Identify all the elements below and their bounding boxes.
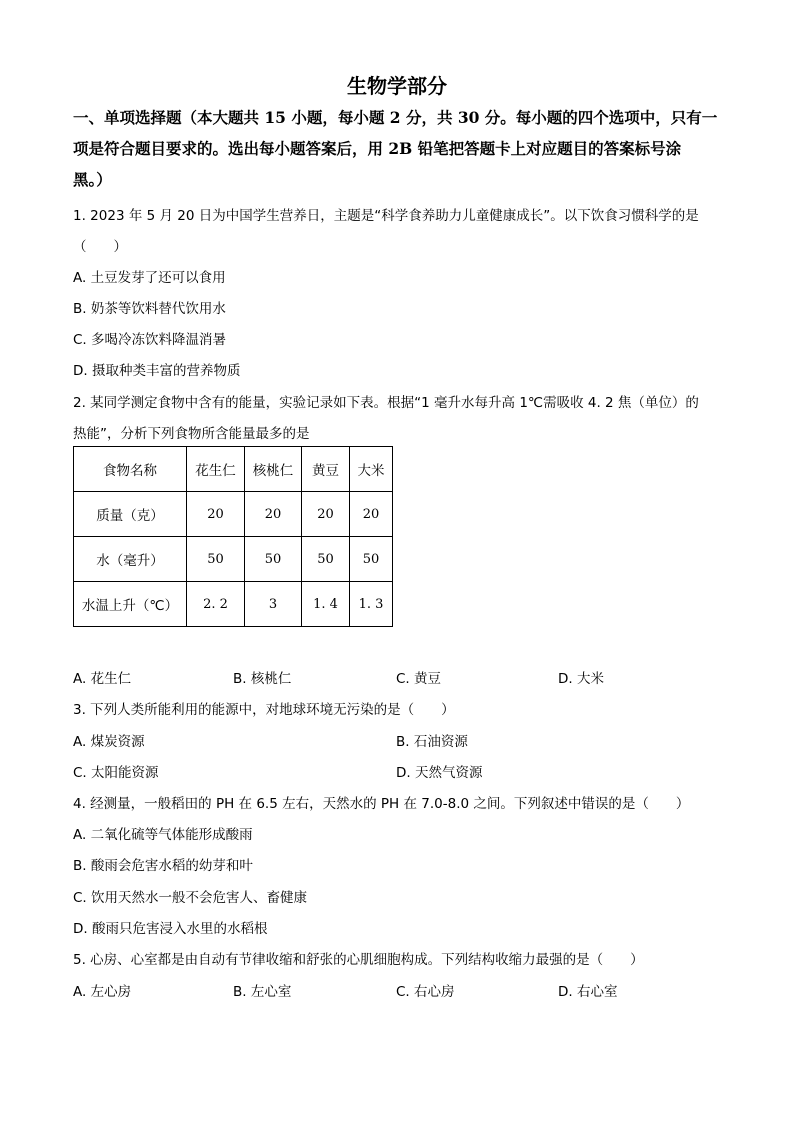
q2-option-b: B. 核桃仁 [233, 671, 292, 687]
table-cell: 50 [302, 537, 350, 582]
q1-option-a: A. 土豆发芽了还可以食用 [73, 270, 226, 286]
q2-stem-line-2: 热能”，分析下列食物所含能量最多的是 [73, 426, 310, 442]
table-cell: 水（毫升） [74, 537, 187, 582]
section-line-3: 黑。） [73, 170, 112, 189]
table-cell: 20 [245, 492, 302, 537]
q4-option-d: D. 酸雨只危害浸入水里的水稻根 [73, 921, 268, 937]
q4-option-a: A. 二氧化硫等气体能形成酸雨 [73, 827, 253, 843]
q4-option-b: B. 酸雨会危害水稻的幼芽和叶 [73, 858, 253, 874]
q4-option-c: C. 饮用天然水一般不会危害人、畜健康 [73, 890, 308, 906]
q5-option-d: D. 右心室 [558, 984, 618, 1000]
table-row [74, 492, 393, 537]
q5-option-b: B. 左心室 [233, 984, 292, 1000]
q3-stem: 3. 下列人类所能利用的能源中，对地球环境无污染的是（ ） [73, 702, 455, 718]
table-header-row [74, 447, 393, 492]
q5-option-a: A. 左心房 [73, 984, 132, 1000]
section-instructions [73, 102, 733, 195]
table-header-cell: 黄豆 [302, 447, 350, 492]
table-cell: 1. 4 [302, 582, 350, 627]
table-cell: 20 [302, 492, 350, 537]
q1-option-b: B. 奶茶等饮料替代饮用水 [73, 301, 226, 317]
table-header-cell: 核桃仁 [245, 447, 302, 492]
q2-option-c: C. 黄豆 [396, 671, 442, 687]
table-cell: 1. 3 [350, 582, 393, 627]
q1-option-c: C. 多喝冷冻饮料降温消暑 [73, 332, 227, 348]
q5-stem: 5. 心房、心室都是由自动有节律收缩和舒张的心肌细胞构成。下列结构收缩力最强的是（ ） [73, 952, 644, 968]
table-row [74, 582, 393, 627]
table-row [74, 537, 393, 582]
table-cell: 50 [245, 537, 302, 582]
section-line-1: 一、单项选择题（本大题共 15 小题，每小题 2 分，共 30 分。每小题的四个选项中，只有一 [73, 108, 718, 127]
q2-option-a: A. 花生仁 [73, 671, 132, 687]
table-cell: 50 [350, 537, 393, 582]
page-title: 生物学部分 [347, 74, 447, 98]
q3-option-b: B. 石油资源 [396, 734, 468, 750]
section-line-2: 项是符合题目要求的。选出每小题答案后，用 2B 铅笔把答题卡上对应题目的答案标号涂 [73, 139, 682, 158]
table-cell: 3 [245, 582, 302, 627]
q1-stem-line-2: （ ） [73, 239, 127, 255]
q1-option-d: D. 摄取种类丰富的营养物质 [73, 363, 241, 379]
table-header-cell: 花生仁 [187, 447, 245, 492]
table-cell: 20 [350, 492, 393, 537]
q2-stem-line-1: 2. 某同学测定食物中含有的能量，实验记录如下表。根据“1 毫升水每升高 1℃需吸收 4. 2 焦（单位）的 [73, 395, 699, 411]
q3-option-a: A. 煤炭资源 [73, 734, 145, 750]
q5-option-c: C. 右心房 [396, 984, 455, 1000]
food-energy-table [73, 446, 393, 627]
q3-option-c: C. 太阳能资源 [73, 765, 159, 781]
q4-stem: 4. 经测量，一般稻田的 PH 在 6.5 左右，天然水的 PH 在 7.0-8.0 之间。下列叙述中错误的是（ ） [73, 796, 690, 812]
table-header-cell: 食物名称 [74, 447, 187, 492]
table-cell: 质量（克） [74, 492, 187, 537]
q2-option-d: D. 大米 [558, 671, 604, 687]
q3-option-d: D. 天然气资源 [396, 765, 483, 781]
table-cell: 20 [187, 492, 245, 537]
table-header-cell: 大米 [350, 447, 393, 492]
table-cell: 50 [187, 537, 245, 582]
table-cell: 水温上升（℃） [74, 582, 187, 627]
table-cell: 2. 2 [187, 582, 245, 627]
q1-stem-line-1: 1. 2023 年 5 月 20 日为中国学生营养日，主题是“科学食养助力儿童健康成长”。以下饮食习惯科学的是 [73, 208, 699, 224]
